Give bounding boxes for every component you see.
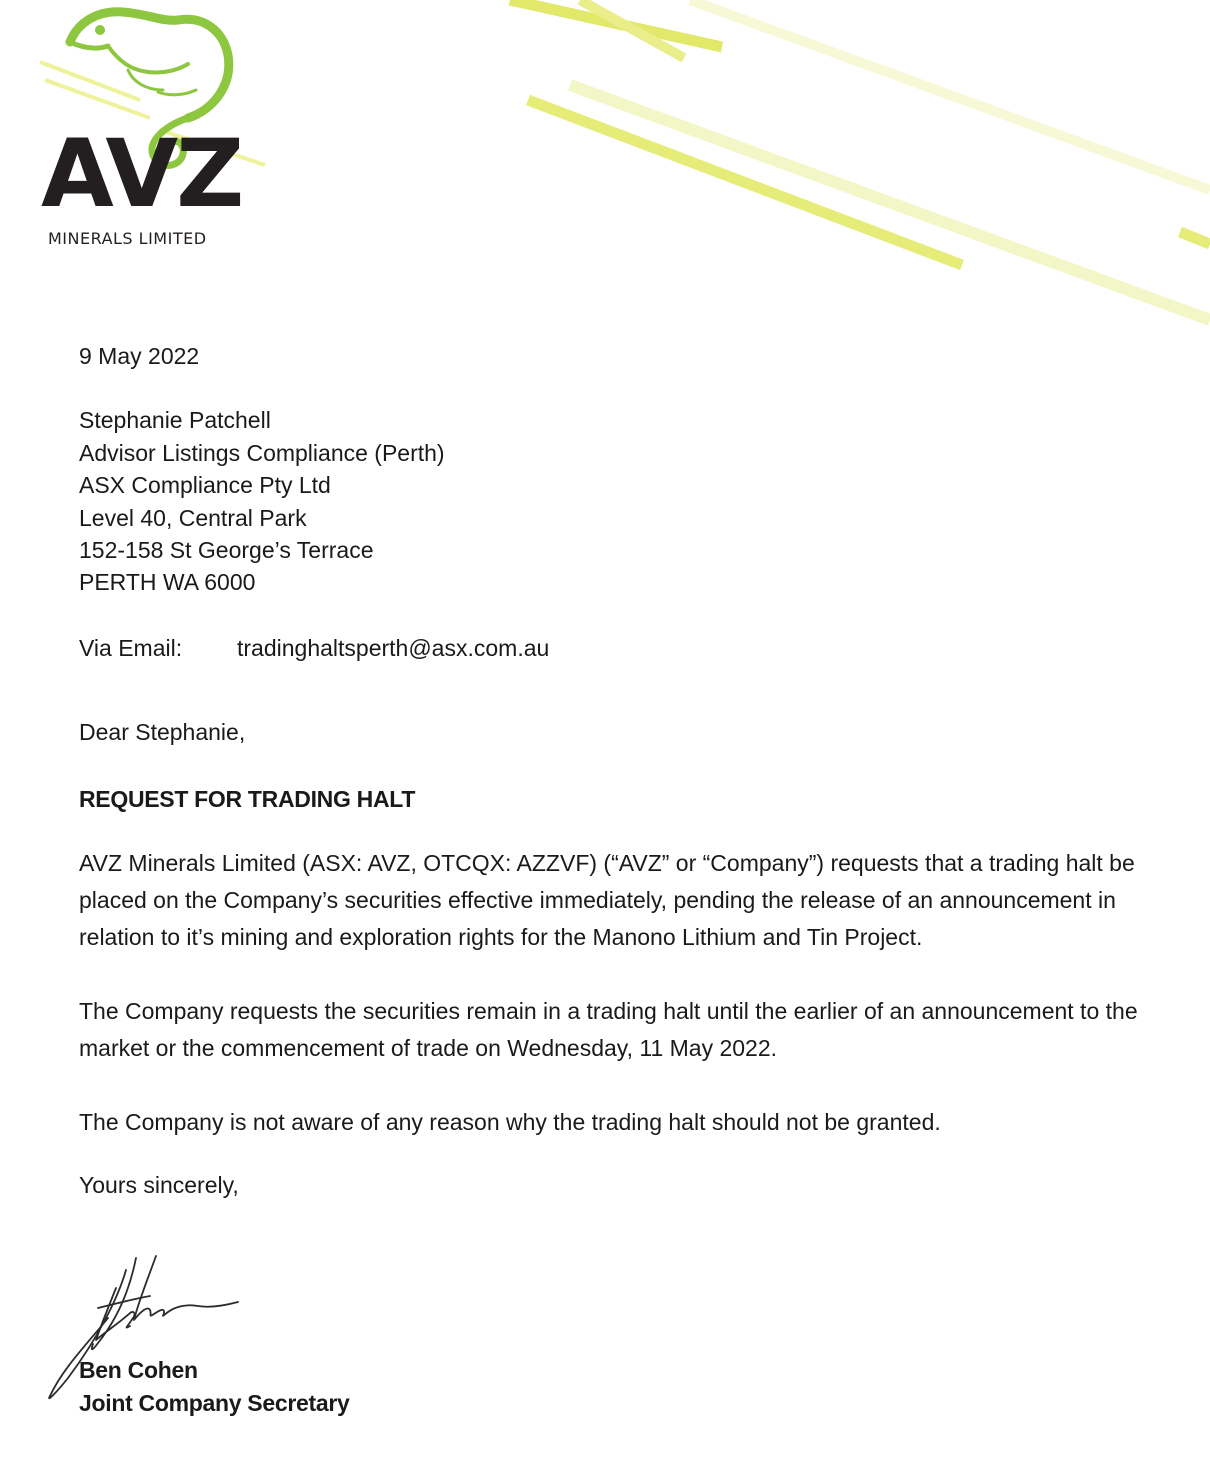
recipient-name: Stephanie Patchell (79, 407, 271, 434)
letter-body (79, 340, 1179, 1201)
via-email-row (79, 632, 1179, 664)
body-paragraph: The Company is not aware of any reason why the trading halt should not be granted. (79, 1109, 941, 1136)
stripe (580, 0, 684, 58)
signer-block (79, 1354, 349, 1420)
body-paragraph: The Company requests the securities remain in a trading halt until the earlier of an announcement to the market or the commencement of trade on Wednesday, 11 May 2022. (79, 998, 1138, 1062)
closing: Yours sincerely, (79, 1172, 239, 1199)
logo-wordmark: AVZ (41, 120, 243, 229)
recipient-address-line: Level 40, Central Park (79, 504, 307, 531)
eye-icon (95, 25, 105, 35)
stripe (570, 85, 1210, 320)
logo-subtitle: MINERALS LIMITED (48, 229, 207, 248)
signer-name: Ben Cohen (79, 1357, 198, 1383)
recipient-address (79, 404, 1179, 598)
stripe (1180, 232, 1210, 244)
letter-date: 9 May 2022 (79, 343, 200, 369)
body-paragraph: AVZ Minerals Limited (ASX: AVZ, OTCQX: AZZVF) (“AVZ” or “Company”) requests that a trading halt be placed on the Company’s securities effective immediately, pending the release of an announcement in relation to it’s mining and exploration rights for the Manono Lithium and Tin Project. (79, 850, 1135, 951)
via-email-address[interactable]: tradinghaltsperth@asx.com.au (237, 634, 550, 661)
stripe (528, 100, 962, 265)
letter-heading: REQUEST FOR TRADING HALT (79, 785, 416, 812)
salutation: Dear Stephanie, (79, 719, 246, 746)
recipient-company: ASX Compliance Pty Ltd (79, 472, 331, 499)
recipient-role: Advisor Listings Compliance (Perth) (79, 439, 445, 466)
signer-title: Joint Company Secretary (79, 1390, 350, 1416)
recipient-address-line: 152-158 St George’s Terrace (79, 537, 374, 564)
recipient-address-line: PERTH WA 6000 (79, 569, 256, 596)
via-email-label: Via Email: (79, 634, 183, 661)
